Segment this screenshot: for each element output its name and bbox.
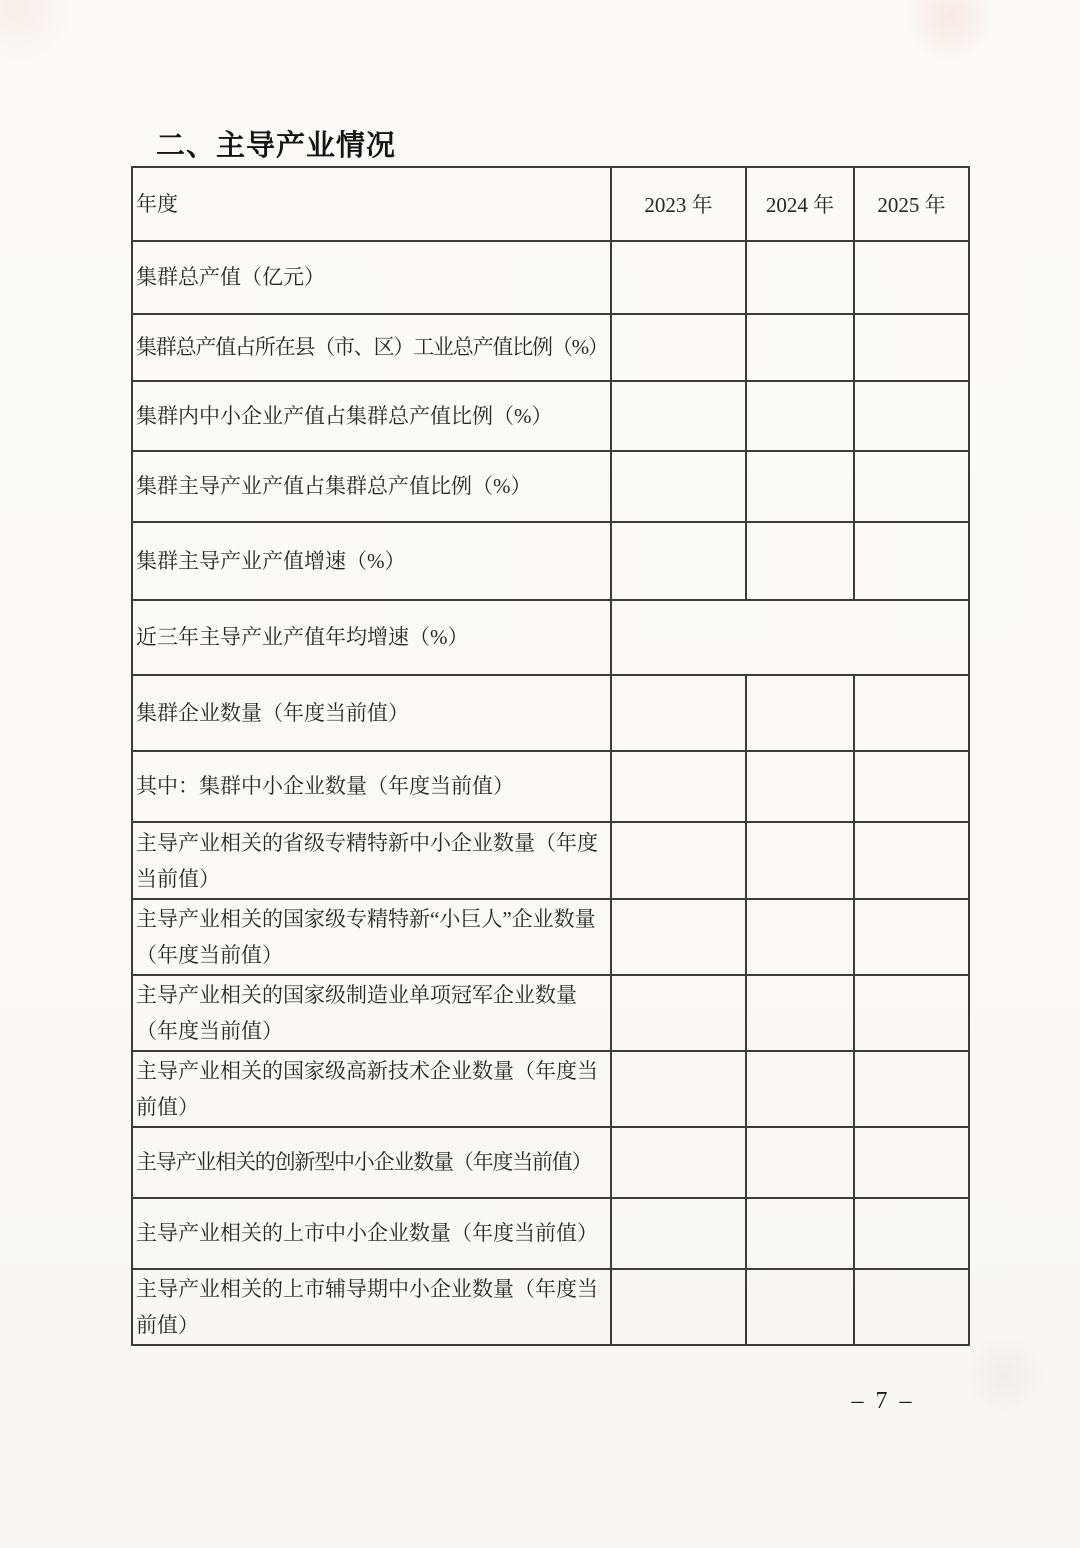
value-cell xyxy=(611,451,746,522)
row-label: 集群主导产业产值增速（%） xyxy=(132,522,611,600)
row-label: 主导产业相关的国家级高新技术企业数量（年度当前值） xyxy=(132,1051,611,1127)
value-cell xyxy=(746,381,854,451)
value-cell xyxy=(854,314,969,381)
row-label: 其中：集群中小企业数量（年度当前值） xyxy=(132,751,611,822)
value-cell xyxy=(611,1051,746,1127)
value-cell xyxy=(854,751,969,822)
value-cell xyxy=(611,1127,746,1198)
value-cell xyxy=(746,1051,854,1127)
table-row xyxy=(132,381,969,451)
value-cell xyxy=(854,822,969,899)
value-cell xyxy=(854,899,969,975)
table-row xyxy=(132,451,969,522)
page-number: – 7 – xyxy=(851,1388,915,1414)
table-row xyxy=(132,751,969,822)
table-row xyxy=(132,899,969,975)
table-row xyxy=(132,1198,969,1269)
value-cell xyxy=(611,314,746,381)
value-cell xyxy=(746,451,854,522)
value-cell xyxy=(611,822,746,899)
value-cell xyxy=(611,1269,746,1345)
value-cell xyxy=(611,522,746,600)
value-cell xyxy=(746,1269,854,1345)
value-cell xyxy=(611,1198,746,1269)
value-cell xyxy=(854,1198,969,1269)
value-cell xyxy=(854,241,969,314)
value-cell xyxy=(854,522,969,600)
value-cell xyxy=(746,314,854,381)
row-label: 主导产业相关的省级专精特新中小企业数量（年度当前值） xyxy=(132,822,611,899)
value-cell xyxy=(746,522,854,600)
row-label: 集群企业数量（年度当前值） xyxy=(132,675,611,751)
table-header-row xyxy=(132,167,969,241)
value-cell xyxy=(854,975,969,1051)
header-label-cell: 年度 xyxy=(132,167,611,241)
value-cell-merged xyxy=(611,600,969,675)
row-label: 近三年主导产业产值年均增速（%） xyxy=(132,600,611,675)
value-cell xyxy=(854,675,969,751)
table-row xyxy=(132,1269,969,1345)
value-cell xyxy=(746,241,854,314)
table-row-merged xyxy=(132,600,969,675)
header-year-2023: 2023 年 xyxy=(611,167,746,241)
table-row xyxy=(132,1051,969,1127)
row-label: 主导产业相关的上市辅导期中小企业数量（年度当前值） xyxy=(132,1269,611,1345)
row-label: 集群总产值（亿元） xyxy=(132,241,611,314)
row-label: 集群总产值占所在县（市、区）工业总产值比例（%） xyxy=(132,314,611,381)
value-cell xyxy=(611,675,746,751)
row-label: 主导产业相关的创新型中小企业数量（年度当前值） xyxy=(132,1127,611,1198)
value-cell xyxy=(746,751,854,822)
row-label: 主导产业相关的国家级制造业单项冠军企业数量（年度当前值） xyxy=(132,975,611,1051)
value-cell xyxy=(854,451,969,522)
table-row xyxy=(132,314,969,381)
row-label: 主导产业相关的上市中小企业数量（年度当前值） xyxy=(132,1198,611,1269)
section-title: 二、主导产业情况 xyxy=(156,130,397,162)
value-cell xyxy=(854,1051,969,1127)
leading-industry-table xyxy=(131,166,970,1346)
header-year-2025: 2025 年 xyxy=(854,167,969,241)
value-cell xyxy=(611,899,746,975)
value-cell xyxy=(611,975,746,1051)
value-cell xyxy=(854,1269,969,1345)
value-cell xyxy=(854,381,969,451)
value-cell xyxy=(746,1127,854,1198)
row-label: 主导产业相关的国家级专精特新“小巨人”企业数量（年度当前值） xyxy=(132,899,611,975)
value-cell xyxy=(854,1127,969,1198)
header-year-2024: 2024 年 xyxy=(746,167,854,241)
row-label: 集群内中小企业产值占集群总产值比例（%） xyxy=(132,381,611,451)
table-row xyxy=(132,241,969,314)
value-cell xyxy=(611,381,746,451)
row-label: 集群主导产业产值占集群总产值比例（%） xyxy=(132,451,611,522)
value-cell xyxy=(746,822,854,899)
value-cell xyxy=(746,675,854,751)
table-row xyxy=(132,1127,969,1198)
value-cell xyxy=(611,241,746,314)
table-row xyxy=(132,822,969,899)
value-cell xyxy=(746,899,854,975)
value-cell xyxy=(746,975,854,1051)
value-cell xyxy=(611,751,746,822)
table-row xyxy=(132,975,969,1051)
table-row xyxy=(132,675,969,751)
value-cell xyxy=(746,1198,854,1269)
table-row xyxy=(132,522,969,600)
